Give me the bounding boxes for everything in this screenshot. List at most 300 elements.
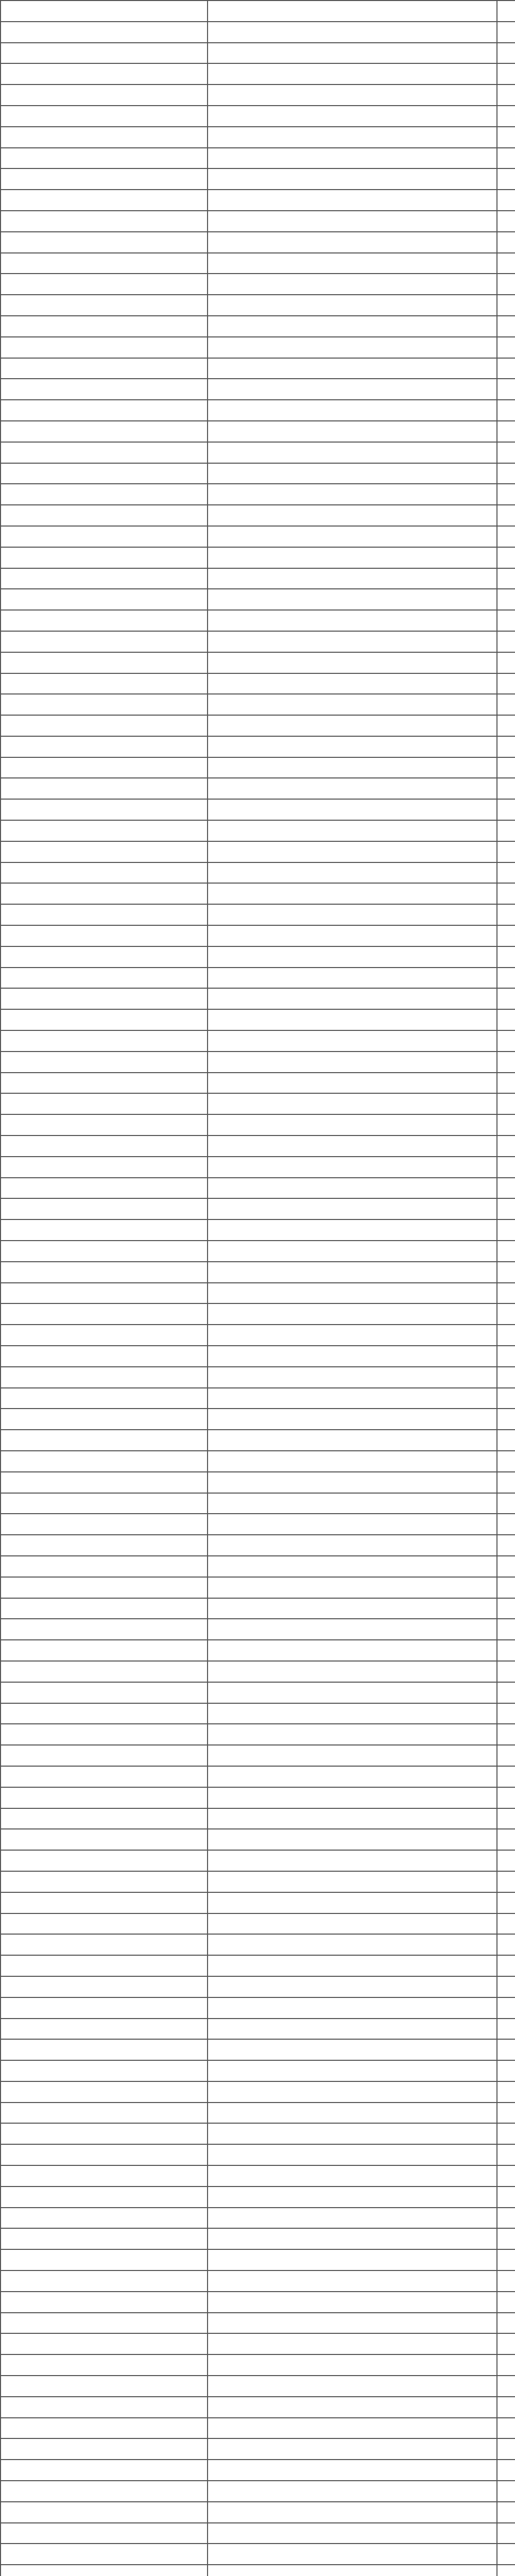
- district-name: [1, 652, 208, 673]
- table-row: [1, 2376, 515, 2397]
- student-name: [208, 1493, 497, 1514]
- district-name: [1, 1451, 208, 1472]
- table-row: [1, 2249, 515, 2270]
- row-number: [497, 1619, 515, 1640]
- district-name: [1, 2418, 208, 2439]
- table-row: [1, 925, 515, 946]
- district-name: [1, 631, 208, 652]
- row-number: [497, 2270, 515, 2292]
- student-name: [208, 1157, 497, 1178]
- table-row: [1, 2039, 515, 2060]
- row-number: [497, 274, 515, 295]
- student-name: [208, 1430, 497, 1451]
- district-name: [1, 43, 208, 64]
- table-row: [1, 1703, 515, 1724]
- student-name: [208, 232, 497, 253]
- table-row: [1, 2270, 515, 2292]
- district-name: [1, 337, 208, 358]
- table-row: [1, 2438, 515, 2460]
- district-name: [1, 1198, 208, 1219]
- row-number: [497, 1808, 515, 1829]
- table-row: [1, 337, 515, 358]
- student-name: [208, 1009, 497, 1030]
- student-name: [208, 1093, 497, 1114]
- table-row: [1, 379, 515, 400]
- table-row: [1, 1829, 515, 1850]
- row-number: [497, 1535, 515, 1556]
- student-name: [208, 1, 497, 22]
- student-name: [208, 442, 497, 463]
- table-row: [1, 2123, 515, 2144]
- table-row: [1, 63, 515, 84]
- student-name: [208, 1556, 497, 1577]
- district-name: [1, 1619, 208, 1640]
- student-name: [208, 274, 497, 295]
- table-row: [1, 946, 515, 968]
- student-name: [208, 568, 497, 589]
- district-name: [1, 1745, 208, 1766]
- table-row: [1, 2354, 515, 2376]
- district-name: [1, 1955, 208, 1976]
- table-row: [1, 316, 515, 337]
- row-number: [497, 421, 515, 442]
- row-number: [497, 1724, 515, 1745]
- row-number: [497, 2060, 515, 2081]
- student-name: [208, 2460, 497, 2481]
- table-row: [1, 1114, 515, 1136]
- student-name: [208, 1030, 497, 1052]
- student-name: [208, 799, 497, 820]
- district-name: [1, 715, 208, 736]
- student-name: [208, 988, 497, 1009]
- district-name: [1, 2502, 208, 2523]
- student-name: [208, 2270, 497, 2292]
- student-name: [208, 400, 497, 421]
- table-row: [1, 757, 515, 778]
- district-name: [1, 1640, 208, 1661]
- table-row: [1, 1367, 515, 1388]
- table-row: [1, 2187, 515, 2208]
- student-name: [208, 2354, 497, 2376]
- district-name: [1, 168, 208, 190]
- student-name: [208, 2438, 497, 2460]
- district-name: [1, 1997, 208, 2019]
- table-row: [1, 2313, 515, 2334]
- table-row: [1, 1724, 515, 1745]
- district-name: [1, 2376, 208, 2397]
- district-name: [1, 2523, 208, 2544]
- table-row: [1, 2165, 515, 2187]
- table-row: [1, 1198, 515, 1219]
- student-name: [208, 883, 497, 904]
- row-number: [497, 968, 515, 989]
- row-number: [497, 43, 515, 64]
- row-number: [497, 673, 515, 694]
- table-row: [1, 1745, 515, 1766]
- district-name: [1, 1346, 208, 1367]
- row-number: [497, 841, 515, 862]
- row-number: [497, 694, 515, 715]
- row-number: [497, 1913, 515, 1935]
- student-name: [208, 106, 497, 127]
- student-name: [208, 2376, 497, 2397]
- row-number: [497, 2523, 515, 2544]
- district-name: [1, 2081, 208, 2103]
- table-row: [1, 1535, 515, 1556]
- student-name: [208, 2313, 497, 2334]
- district-name: [1, 673, 208, 694]
- district-name: [1, 2187, 208, 2208]
- student-name: [208, 22, 497, 43]
- student-name: [208, 1303, 497, 1325]
- district-name: [1, 883, 208, 904]
- table-row: [1, 968, 515, 989]
- district-name: [1, 1, 208, 22]
- row-number: [497, 715, 515, 736]
- table-row: [1, 1052, 515, 1073]
- table-row: [1, 127, 515, 148]
- district-name: [1, 799, 208, 820]
- row-number: [497, 736, 515, 757]
- student-name: [208, 1409, 497, 1430]
- row-number: [497, 2333, 515, 2354]
- student-name: [208, 2228, 497, 2249]
- student-name: [208, 2081, 497, 2103]
- table-row: [1, 799, 515, 820]
- row-number: [497, 211, 515, 232]
- table-row: [1, 1346, 515, 1367]
- row-number: [497, 316, 515, 337]
- table-row: [1, 1009, 515, 1030]
- district-name: [1, 1892, 208, 1913]
- results-table-body: [1, 1, 515, 2576]
- student-name: [208, 2144, 497, 2165]
- table-row: [1, 1178, 515, 1199]
- row-number: [497, 1052, 515, 1073]
- row-number: [497, 1850, 515, 1871]
- row-number: [497, 1976, 515, 1997]
- student-name: [208, 1661, 497, 1682]
- table-row: [1, 610, 515, 631]
- district-name: [1, 1472, 208, 1493]
- student-name: [208, 1640, 497, 1661]
- table-row: [1, 862, 515, 884]
- table-row: [1, 1219, 515, 1241]
- district-name: [1, 2039, 208, 2060]
- student-name: [208, 1913, 497, 1935]
- row-number: [497, 652, 515, 673]
- table-row: [1, 652, 515, 673]
- table-row: [1, 1976, 515, 1997]
- table-row: [1, 2397, 515, 2418]
- row-number: [497, 1303, 515, 1325]
- student-name: [208, 1367, 497, 1388]
- table-row: [1, 421, 515, 442]
- table-row: [1, 2502, 515, 2523]
- district-name: [1, 1388, 208, 1409]
- district-name: [1, 253, 208, 274]
- district-name: [1, 1766, 208, 1787]
- table-row: [1, 211, 515, 232]
- district-name: [1, 2397, 208, 2418]
- table-row: [1, 2418, 515, 2439]
- row-number: [497, 2144, 515, 2165]
- row-number: [497, 883, 515, 904]
- table-row: [1, 358, 515, 379]
- row-number: [497, 1262, 515, 1283]
- table-row: [1, 1451, 515, 1472]
- table-row: [1, 2081, 515, 2103]
- district-name: [1, 2313, 208, 2334]
- row-number: [497, 2208, 515, 2229]
- student-name: [208, 148, 497, 169]
- student-name: [208, 2523, 497, 2544]
- row-number: [497, 1178, 515, 1199]
- district-name: [1, 1283, 208, 1304]
- district-name: [1, 946, 208, 968]
- row-number: [497, 2354, 515, 2376]
- student-name: [208, 841, 497, 862]
- district-name: [1, 2208, 208, 2229]
- student-name: [208, 1577, 497, 1598]
- table-row: [1, 1913, 515, 1935]
- table-row: [1, 2460, 515, 2481]
- table-row: [1, 526, 515, 547]
- row-number: [497, 1829, 515, 1850]
- row-number: [497, 1955, 515, 1976]
- district-name: [1, 1093, 208, 1114]
- student-name: [208, 1219, 497, 1241]
- district-name: [1, 232, 208, 253]
- district-name: [1, 1808, 208, 1829]
- table-row: [1, 988, 515, 1009]
- student-name: [208, 2039, 497, 2060]
- district-name: [1, 1871, 208, 1892]
- student-name: [208, 2502, 497, 2523]
- table-row: [1, 1619, 515, 1640]
- table-row: [1, 2523, 515, 2544]
- district-name: [1, 1136, 208, 1157]
- student-name: [208, 1136, 497, 1157]
- student-name: [208, 127, 497, 148]
- district-name: [1, 1556, 208, 1577]
- district-name: [1, 2481, 208, 2502]
- student-name: [208, 43, 497, 64]
- district-name: [1, 1325, 208, 1346]
- table-row: [1, 1157, 515, 1178]
- table-row: [1, 190, 515, 211]
- row-number: [497, 1934, 515, 1955]
- district-name: [1, 1787, 208, 1808]
- table-row: [1, 2333, 515, 2354]
- student-name: [208, 946, 497, 968]
- student-name: [208, 253, 497, 274]
- district-name: [1, 568, 208, 589]
- table-row: [1, 2019, 515, 2040]
- row-number: [497, 379, 515, 400]
- district-name: [1, 862, 208, 884]
- student-name: [208, 673, 497, 694]
- table-row: [1, 841, 515, 862]
- row-number: [497, 946, 515, 968]
- district-name: [1, 1703, 208, 1724]
- student-name: [208, 2187, 497, 2208]
- table-row: [1, 568, 515, 589]
- district-name: [1, 988, 208, 1009]
- table-row: [1, 1241, 515, 1262]
- student-name: [208, 1114, 497, 1136]
- row-number: [497, 820, 515, 841]
- row-number: [497, 1219, 515, 1241]
- district-name: [1, 778, 208, 799]
- table-row: [1, 1030, 515, 1052]
- row-number: [497, 168, 515, 190]
- student-name: [208, 1871, 497, 1892]
- district-name: [1, 1598, 208, 1619]
- student-name: [208, 337, 497, 358]
- district-name: [1, 820, 208, 841]
- district-name: [1, 2060, 208, 2081]
- row-number: [497, 1556, 515, 1577]
- student-name: [208, 1955, 497, 1976]
- district-name: [1, 968, 208, 989]
- district-name: [1, 1073, 208, 1094]
- table-row: [1, 1073, 515, 1094]
- district-name: [1, 2123, 208, 2144]
- row-number: [497, 2123, 515, 2144]
- row-number: [497, 127, 515, 148]
- row-number: [497, 610, 515, 631]
- district-name: [1, 2333, 208, 2354]
- student-name: [208, 1745, 497, 1766]
- table-row: [1, 1850, 515, 1871]
- table-row: [1, 43, 515, 64]
- row-number: [497, 589, 515, 610]
- table-row: [1, 1, 515, 22]
- student-name: [208, 2060, 497, 2081]
- table-row: [1, 1934, 515, 1955]
- table-row: [1, 1682, 515, 1703]
- student-name: [208, 925, 497, 946]
- row-number: [497, 2292, 515, 2313]
- district-name: [1, 1114, 208, 1136]
- student-name: [208, 652, 497, 673]
- district-name: [1, 547, 208, 568]
- row-number: [497, 547, 515, 568]
- table-row: [1, 1955, 515, 1976]
- student-name: [208, 1976, 497, 1997]
- table-row: [1, 1556, 515, 1577]
- row-number: [497, 2039, 515, 2060]
- table-row: [1, 295, 515, 316]
- row-number: [497, 22, 515, 43]
- student-name: [208, 2249, 497, 2270]
- student-name: [208, 2103, 497, 2124]
- row-number: [497, 799, 515, 820]
- row-number: [497, 1514, 515, 1535]
- district-name: [1, 106, 208, 127]
- row-number: [497, 568, 515, 589]
- student-name: [208, 1598, 497, 1619]
- row-number: [497, 1346, 515, 1367]
- district-name: [1, 904, 208, 925]
- district-name: [1, 1219, 208, 1241]
- table-row: [1, 442, 515, 463]
- table-row: [1, 694, 515, 715]
- row-number: [497, 1367, 515, 1388]
- district-name: [1, 2019, 208, 2040]
- student-name: [208, 968, 497, 989]
- row-number: [497, 1325, 515, 1346]
- row-number: [497, 505, 515, 526]
- row-number: [497, 1409, 515, 1430]
- district-name: [1, 2354, 208, 2376]
- table-row: [1, 484, 515, 505]
- district-name: [1, 1178, 208, 1199]
- district-name: [1, 1577, 208, 1598]
- row-number: [497, 1661, 515, 1682]
- row-number: [497, 1009, 515, 1030]
- row-number: [497, 757, 515, 778]
- row-number: [497, 1388, 515, 1409]
- row-number: [497, 1745, 515, 1766]
- row-number: [497, 1493, 515, 1514]
- row-number: [497, 2249, 515, 2270]
- table-row: [1, 904, 515, 925]
- student-name: [208, 358, 497, 379]
- student-name: [208, 1766, 497, 1787]
- student-name: [208, 2123, 497, 2144]
- student-name: [208, 1850, 497, 1871]
- student-name: [208, 2019, 497, 2040]
- table-row: [1, 778, 515, 799]
- student-name: [208, 190, 497, 211]
- district-name: [1, 1535, 208, 1556]
- student-name: [208, 778, 497, 799]
- table-row: [1, 1871, 515, 1892]
- table-row: [1, 715, 515, 736]
- student-name: [208, 715, 497, 736]
- student-name: [208, 1283, 497, 1304]
- district-name: [1, 1262, 208, 1283]
- row-number: [497, 2187, 515, 2208]
- student-name: [208, 1198, 497, 1219]
- table-row: [1, 1472, 515, 1493]
- student-name: [208, 63, 497, 84]
- table-row: [1, 1325, 515, 1346]
- row-number: [497, 2165, 515, 2187]
- table-row: [1, 2544, 515, 2565]
- row-number: [497, 1640, 515, 1661]
- table-row: [1, 2208, 515, 2229]
- row-number: [497, 1073, 515, 1094]
- student-name: [208, 589, 497, 610]
- student-name: [208, 1724, 497, 1745]
- district-name: [1, 2228, 208, 2249]
- student-name: [208, 1052, 497, 1073]
- student-name: [208, 84, 497, 106]
- student-name: [208, 1535, 497, 1556]
- student-name: [208, 547, 497, 568]
- table-row: [1, 1430, 515, 1451]
- table-row: [1, 883, 515, 904]
- table-row: [1, 631, 515, 652]
- table-row: [1, 232, 515, 253]
- table-row: [1, 1808, 515, 1829]
- student-name: [208, 904, 497, 925]
- table-row: [1, 1997, 515, 2019]
- student-name: [208, 1808, 497, 1829]
